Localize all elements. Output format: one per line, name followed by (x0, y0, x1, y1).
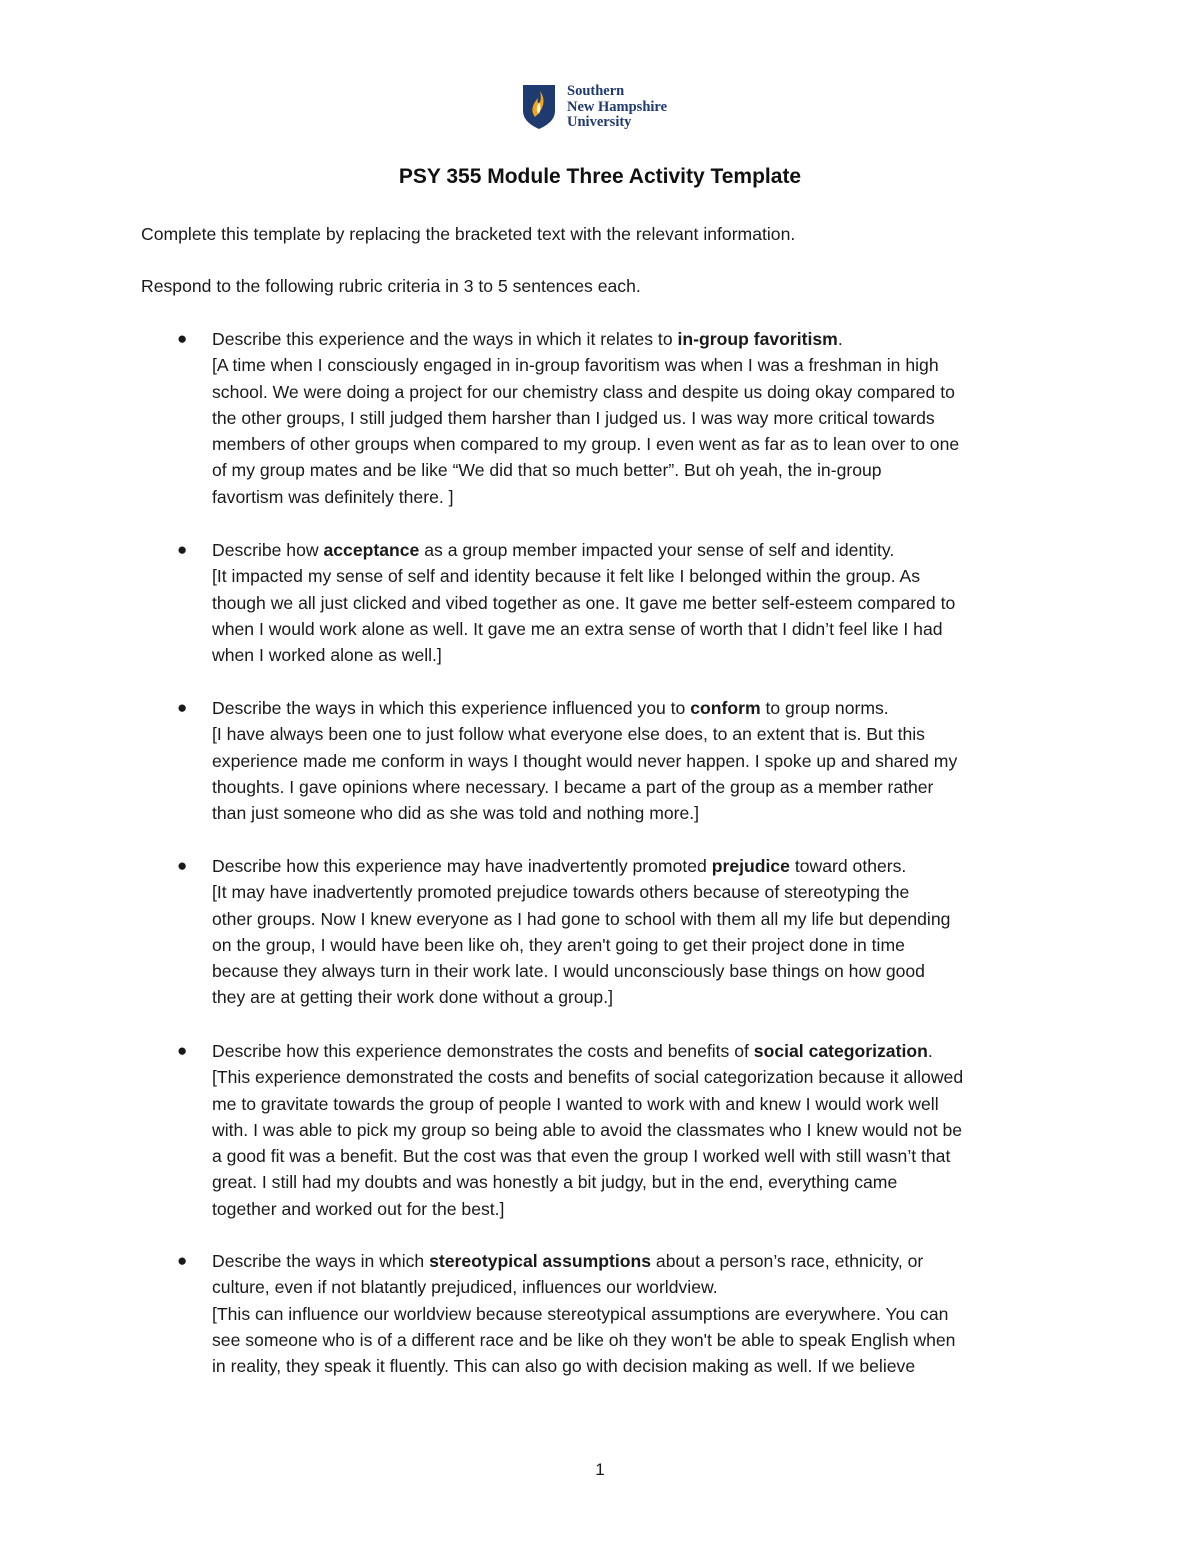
prompt-text-end: about a person’s race, ethnicity, or (651, 1251, 924, 1271)
answer-line: me to gravitate towards the group of people I wanted to work with and knew I would work well (212, 1093, 939, 1114)
answer-line: because they always turn in their work late. I would unconsciously base things on how good (212, 961, 925, 982)
prompt-keyword: prejudice (711, 856, 790, 876)
bullet-icon: ● (177, 540, 188, 559)
answer-line: [A time when I consciously engaged in in-group favoritism was when I was a freshman in high (212, 355, 939, 376)
logo-line-3: University (567, 114, 632, 130)
criterion-prompt (212, 537, 1072, 563)
answer-line: school. We were doing a project for our chemistry class and despite us doing okay compared to (212, 381, 955, 402)
logo-line-1: Southern (567, 83, 625, 99)
prompt-text-end: . (837, 329, 843, 349)
prompt-keyword: in-group favoritism (677, 329, 838, 349)
prompt-text: Describe how this experience demonstrates the costs and benefits of (212, 1041, 754, 1061)
prompt-text-end: to group norms. (760, 698, 889, 718)
answer-line: the other groups, I still judged them harsher than I judged us. I was way more critical towards (212, 407, 935, 428)
criterion-prompt-continued: culture, even if not blatantly prejudiced, influences our worldview. (212, 1277, 718, 1298)
answer-line: thoughts. I gave opinions where necessary. I became a part of the group as a member rather (212, 776, 934, 797)
bullet-icon: ● (177, 329, 188, 348)
prompt-text-end: as a group member impacted your sense of self and identity. (419, 540, 895, 560)
prompt-text-end: toward others. (789, 856, 907, 876)
criterion-prompt (212, 853, 1072, 879)
criterion-prompt (212, 1038, 1072, 1064)
answer-line: [It may have inadvertently promoted prejudice towards others because of stereotyping the (212, 882, 910, 903)
prompt-text: Describe the ways in which this experience influenced you to (212, 698, 691, 718)
answer-line: on the group, I would have been like oh, they aren't going to get their project done in time (212, 934, 905, 955)
bullet-icon: ● (177, 1041, 188, 1060)
intro-rubric-note: Respond to the following rubric criteria in 3 to 5 sentences each. (141, 276, 641, 296)
prompt-keyword: social categorization (753, 1041, 928, 1061)
answer-line: [I have always been one to just follow what everyone else does, to an extent that is. But this (212, 724, 925, 745)
answer-line: [It impacted my sense of self and identity because it felt like I belonged within the group. As (212, 566, 921, 587)
logo-line-2: New Hampshire (567, 98, 668, 115)
page-title: PSY 355 Module Three Activity Template (398, 165, 802, 188)
prompt-text-end: . (927, 1041, 933, 1061)
page-number: 1 (595, 1460, 605, 1479)
answer-line: together and worked out for the best.] (212, 1198, 505, 1219)
prompt-text: Describe how this experience may have inadvertently promoted (212, 856, 712, 876)
prompt-keyword: acceptance (323, 540, 420, 560)
answer-line: other groups. Now I knew everyone as I had gone to school with them all my life but depending (212, 908, 951, 929)
answer-line: favortism was definitely there. ] (212, 486, 454, 507)
bullet-icon: ● (177, 1251, 188, 1270)
answer-line: when I worked alone as well.] (212, 645, 442, 666)
criterion-prompt (212, 1248, 1072, 1274)
answer-line: than just someone who did as she was told and nothing more.] (212, 803, 700, 824)
bullet-icon: ● (177, 698, 188, 717)
shield-flame-icon (522, 84, 556, 130)
answer-line: experience made me conform in ways I thought would never happen. I spoke up and shared my (212, 750, 958, 771)
prompt-text: Describe the ways in which (212, 1251, 430, 1271)
answer-line: a good fit was a benefit. But the cost was that even the group I worked well with still wasn’t that (212, 1146, 951, 1167)
answer-line: when I would work alone as well. It gave me an extra sense of worth that I didn’t feel like I had (212, 618, 943, 639)
prompt-keyword: conform (690, 698, 761, 718)
prompt-text: Describe this experience and the ways in which it relates to (212, 329, 678, 349)
criterion-prompt (212, 326, 1072, 352)
prompt-text: Describe how (212, 540, 324, 560)
bullet-icon: ● (177, 856, 188, 875)
answer-line: members of other groups when compared to my group. I even went as far as to lean over to one (212, 434, 960, 455)
answer-line: great. I still had my doubts and was honestly a bit judgy, but in the end, everything came (212, 1172, 898, 1193)
answer-line: [This can influence our worldview because stereotypical assumptions are everywhere. You can (212, 1303, 949, 1324)
answer-line: with. I was able to pick my group so being able to avoid the classmates who I knew would not be (212, 1119, 963, 1140)
answer-line: [This experience demonstrated the costs and benefits of social categorization because it allowed (212, 1067, 964, 1088)
answer-line: though we all just clicked and vibed together as one. It gave me better self-esteem compared to (212, 592, 956, 613)
answer-line: in reality, they speak it fluently. This can also go with decision making as well. If we believe (212, 1356, 916, 1377)
university-logo (522, 84, 667, 131)
answer-line: see someone who is of a different race and be like oh they won't be able to speak English when (212, 1329, 956, 1350)
answer-line: of my group mates and be like “We did that so much better”. But oh yeah, the in-group (212, 460, 882, 481)
criterion-prompt (212, 695, 1072, 721)
answer-line: they are at getting their work done without a group.] (212, 987, 613, 1008)
university-wordmark (567, 84, 667, 131)
intro-instructions: Complete this template by replacing the bracketed text with the relevant information. (141, 224, 796, 244)
prompt-keyword: stereotypical assumptions (429, 1251, 652, 1271)
